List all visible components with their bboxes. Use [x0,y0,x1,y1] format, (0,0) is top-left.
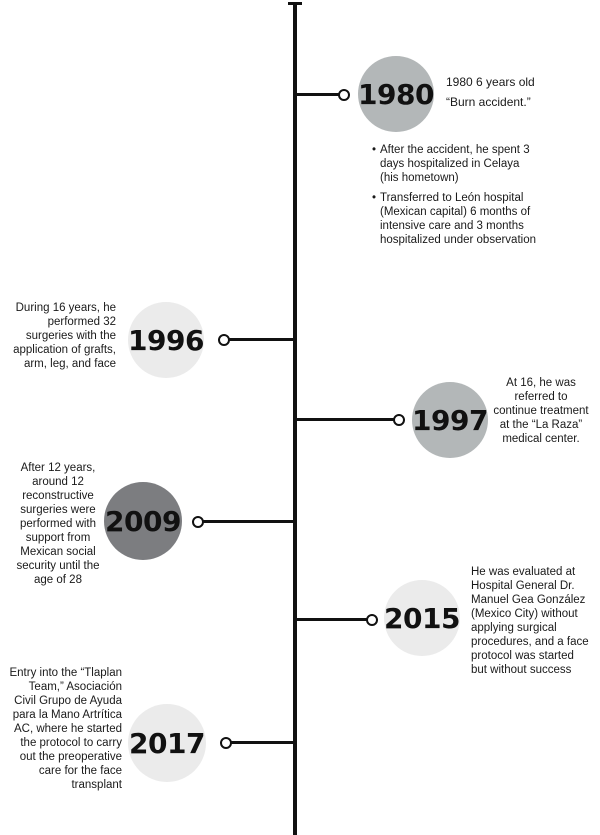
year-label-2017: 2017 [129,726,205,760]
timeline-axis-cap [288,2,302,5]
event-bullets-1980 [372,143,540,253]
connector-dot-2015 [366,614,378,626]
event-text-1996: During 16 years, he performed 32 surgeries with the application of grafts, arm, leg, and face [13,302,116,370]
year-label-1996: 1996 [128,323,204,357]
event-text-2015: He was evaluated at Hospital General Dr. Manuel Gea González (Mexico City) without applying surgical procedures, and a face protocol was started but without success [471,566,589,676]
year-circle-2015 [384,580,460,656]
connector-1997 [297,418,395,421]
year-circle-1980 [358,56,434,132]
connector-1980 [297,93,340,96]
event-text-2017: Entry into the “Tlaplan Team,” Asociación Civil Grupo de Ayuda para la Mano Artrítica AC, where he started the protocol to carry out the preoperative care for the face transplant [9,667,122,791]
connector-dot-1997 [393,414,405,426]
year-circle-1996 [128,302,204,378]
connector-1996 [228,338,294,341]
year-label-1997: 1997 [412,403,488,437]
year-circle-2017 [128,704,206,782]
year-circle-2009 [104,482,182,560]
event-text-1980 [446,72,576,112]
event-heading-1980: 1980 6 years old [446,75,535,89]
year-label-2009: 2009 [105,504,181,538]
connector-2009 [202,520,294,523]
event-bullet: • Transferred to León hospital (Mexican capital) 6 months of intensive care and 3 months hospitalized under observation [372,191,540,247]
year-label-1980: 1980 [358,77,434,111]
connector-dot-1980 [338,89,350,101]
connector-2015 [297,618,368,621]
event-text-1997: At 16, he was referred to continue treatment at the “La Raza” medical center. [493,377,589,445]
event-bullet: • After the accident, he spent 3 days hospitalized in Celaya (his hometown) [372,143,540,185]
event-text-2009: After 12 years, around 12 reconstructive surgeries were performed with support from Mexican social security until the age of 28 [16,462,100,586]
event-subheading-1980: “Burn accident.” [446,95,531,109]
connector-2017 [230,741,294,744]
year-circle-1997 [412,382,488,458]
year-label-2015: 2015 [384,601,460,635]
